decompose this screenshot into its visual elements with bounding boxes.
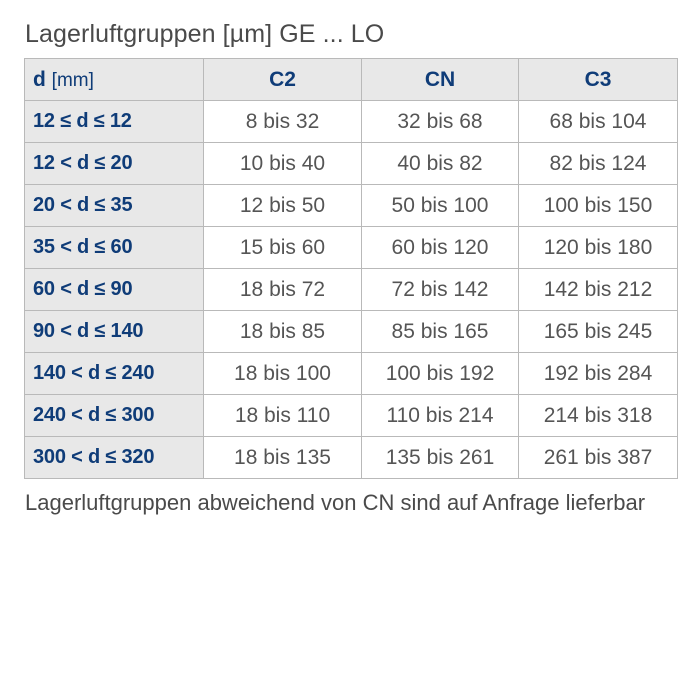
table-header-row	[25, 59, 678, 101]
row-range: 90 < d ≤ 140	[25, 311, 204, 353]
row-range: 300 < d ≤ 320	[25, 437, 204, 479]
row-range: 60 < d ≤ 90	[25, 269, 204, 311]
header-cn: CN	[362, 59, 519, 101]
cell-c3: 165 bis 245	[519, 311, 678, 353]
table-row	[25, 353, 678, 395]
cell-c3: 68 bis 104	[519, 101, 678, 143]
cell-c3: 82 bis 124	[519, 143, 678, 185]
header-diameter-label: d	[33, 67, 46, 91]
clearance-table	[24, 58, 678, 479]
row-range: 140 < d ≤ 240	[25, 353, 204, 395]
header-c3: C3	[519, 59, 678, 101]
table-row	[25, 269, 678, 311]
cell-cn: 50 bis 100	[362, 185, 519, 227]
cell-c3: 214 bis 318	[519, 395, 678, 437]
cell-c2: 18 bis 135	[204, 437, 362, 479]
cell-cn: 110 bis 214	[362, 395, 519, 437]
header-diameter	[25, 59, 204, 101]
table-row	[25, 185, 678, 227]
cell-cn: 85 bis 165	[362, 311, 519, 353]
table-row	[25, 101, 678, 143]
table-row	[25, 143, 678, 185]
cell-c2: 18 bis 100	[204, 353, 362, 395]
cell-cn: 32 bis 68	[362, 101, 519, 143]
table-row	[25, 395, 678, 437]
header-diameter-unit: [mm]	[51, 69, 94, 91]
table-row	[25, 227, 678, 269]
row-range: 35 < d ≤ 60	[25, 227, 204, 269]
row-range: 240 < d ≤ 300	[25, 395, 204, 437]
cell-c2: 18 bis 110	[204, 395, 362, 437]
page-title: Lagerluftgruppen [µm] GE ... LO	[25, 20, 385, 48]
cell-c2: 18 bis 72	[204, 269, 362, 311]
cell-c3: 192 bis 284	[519, 353, 678, 395]
cell-cn: 100 bis 192	[362, 353, 519, 395]
cell-c3: 120 bis 180	[519, 227, 678, 269]
table-row	[25, 311, 678, 353]
cell-c2: 8 bis 32	[204, 101, 362, 143]
cell-cn: 60 bis 120	[362, 227, 519, 269]
cell-c3: 100 bis 150	[519, 185, 678, 227]
cell-cn: 135 bis 261	[362, 437, 519, 479]
cell-c2: 15 bis 60	[204, 227, 362, 269]
row-range: 20 < d ≤ 35	[25, 185, 204, 227]
cell-c2: 12 bis 50	[204, 185, 362, 227]
cell-c3: 261 bis 387	[519, 437, 678, 479]
table-row	[25, 437, 678, 479]
row-range: 12 ≤ d ≤ 12	[25, 101, 204, 143]
row-range: 12 < d ≤ 20	[25, 143, 204, 185]
cell-cn: 72 bis 142	[362, 269, 519, 311]
header-c2: C2	[204, 59, 362, 101]
footnote: Lagerluftgruppen abweichend von CN sind auf Anfrage lieferbar	[25, 490, 646, 515]
cell-c2: 10 bis 40	[204, 143, 362, 185]
cell-c3: 142 bis 212	[519, 269, 678, 311]
cell-c2: 18 bis 85	[204, 311, 362, 353]
cell-cn: 40 bis 82	[362, 143, 519, 185]
